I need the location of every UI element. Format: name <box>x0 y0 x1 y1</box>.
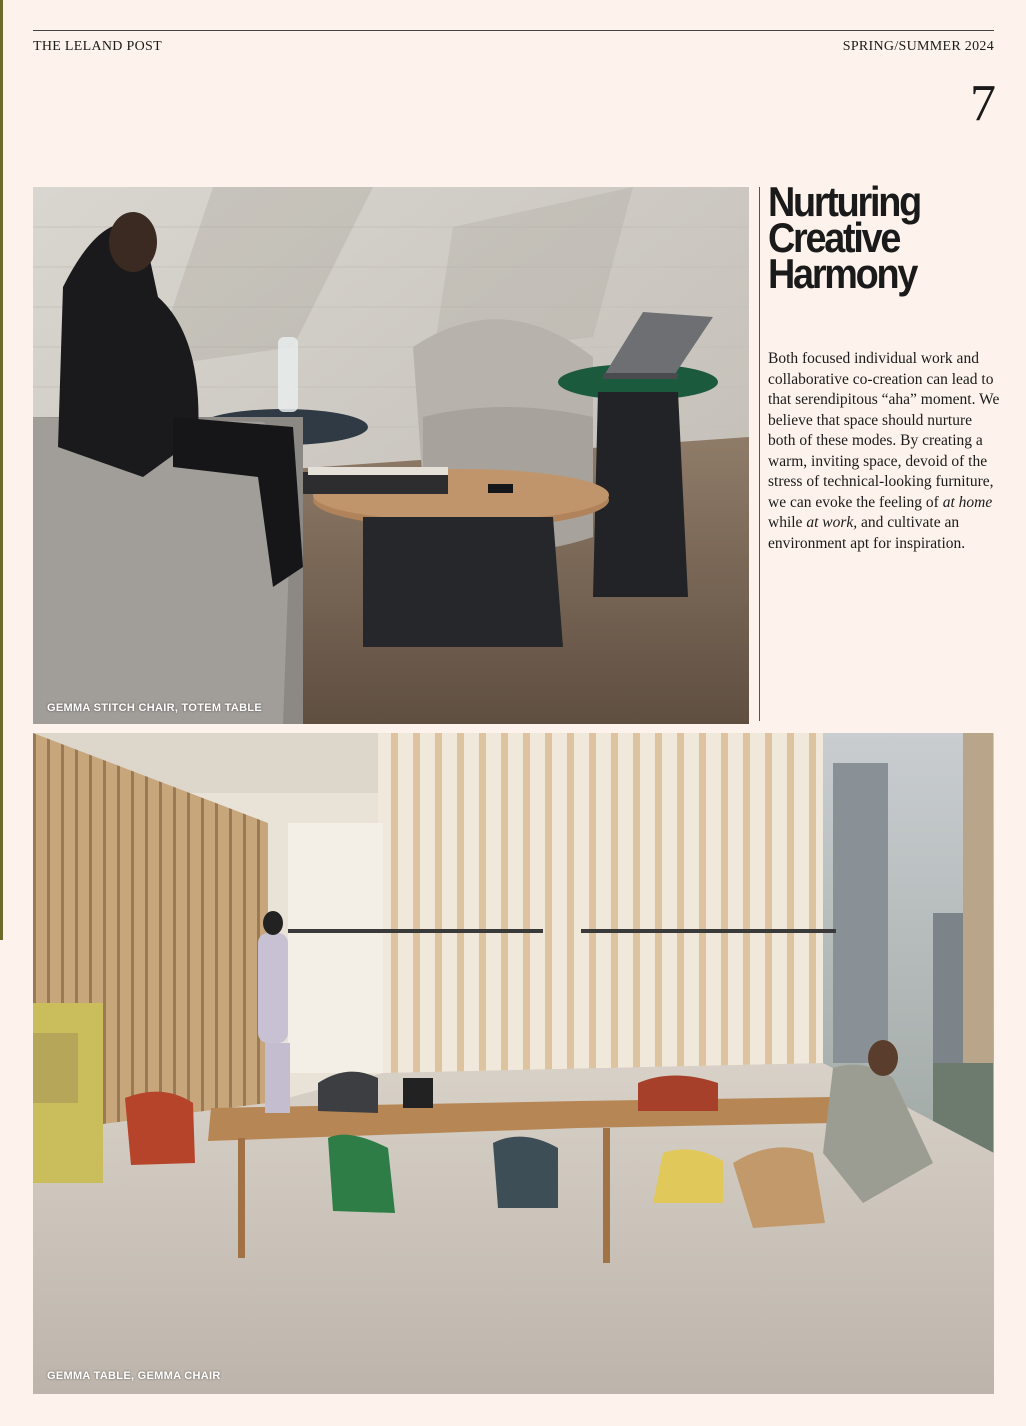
photo-office-illustration <box>33 733 994 1394</box>
photo-lounge-illustration <box>33 187 749 724</box>
photo-lounge <box>33 187 749 724</box>
column-divider <box>759 187 760 721</box>
body-text-segment: and cultivate an environment apt for inspiration. <box>768 514 966 552</box>
article-headline <box>768 178 975 297</box>
body-text-segment: Both focused individual work and collaborative co-creation can lead to that serendipitous “aha” moment. We believe that space should nurture both of these modes. By creating a warm, inviting space, devoid of the stress of technical-looking furniture, we can evoke the feeling of <box>768 350 1000 511</box>
headline-line: Nurturing <box>768 178 920 225</box>
headline-line: Harmony <box>768 250 917 297</box>
issue-date: SPRING/SUMMER 2024 <box>842 39 994 54</box>
page-header <box>33 30 994 57</box>
body-text-segment: while <box>768 514 807 531</box>
photo-office <box>33 733 994 1394</box>
publication-name: THE LELAND POST <box>33 39 162 54</box>
body-emphasis: at work, <box>806 514 858 531</box>
photo-caption: GEMMA TABLE, GEMMA CHAIR <box>47 1370 221 1382</box>
body-emphasis: at home <box>942 493 993 511</box>
headline-line: Creative <box>768 214 900 261</box>
edge-strip <box>0 0 3 940</box>
page-number: 7 <box>970 75 996 132</box>
photo-caption: GEMMA STITCH CHAIR, TOTEM TABLE <box>47 702 263 714</box>
article-body <box>768 349 1000 554</box>
